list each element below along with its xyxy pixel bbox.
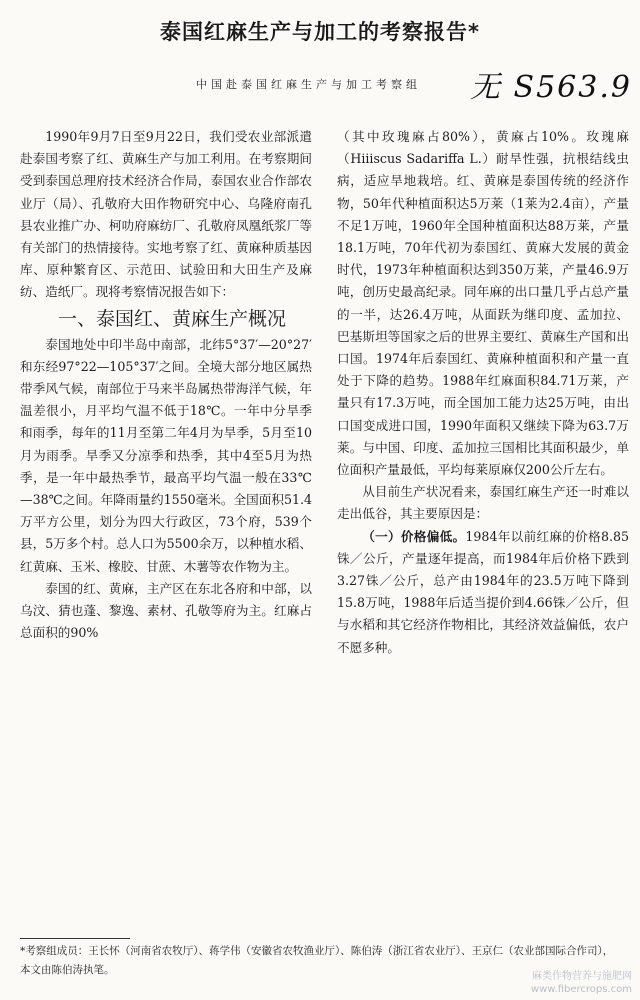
watermark-url: www.fibercrops.com xyxy=(530,984,632,995)
price-text: 1984年以前红麻的价格8.85铢／公斤，产量逐年提高，而1984年后价格下跌到3.27铢／公斤，总产由1984年的23.5万吨下降到15.8万吨，1988年后适当提价到4.66铢／公斤，但与水稻和其它经济作物相比，其经济效益偏低，农户不愿多种。 xyxy=(337,528,630,655)
history-paragraph: （其中玫瑰麻占80%），黄麻占10%。玫瑰麻（Hiiiscus Sadariffa L.）耐旱性强，抗根结线虫病，适应旱地栽培。红、黄麻是泰国传统的经济作物，50年代种植面积达5万莱（1莱为2.4亩），产量不足1万吨，1960年全国种植面积达88万莱，产量18.1万吨，70年代初为泰国红、黄麻大发展的黄金时代，1973年种植面积达到350万莱，产量46.9万吨，创历史最高纪录。同年麻的出口量几乎占总产量的一半，达26.4万吨，从面跃为继印度、孟加拉、巴基斯坦等国家之后的世界主要红、黄麻生产国和出口国。1974年后泰国红、黄麻种植面积和产量一直处于下降的趋势。1988年红麻面积84.71万莱，产量只有17.3万吨，而全国加工能力达25万吨，由出口国变成进口国，1990年面积又继续下降为63.7万莱。与中国、印度、孟加拉三国相比其面积最少，单位面积产量最低，平均每莱原麻仅200公斤左右。 xyxy=(337,129,629,478)
price-subheading: （一）价格偏低。 xyxy=(362,528,466,544)
production-area-paragraph: 泰国的红、黄麻，主产区在东北各府和中部，以乌汶、猜也蓬、黎逸、素材、孔敬等府为主。红麻占总面积的90% xyxy=(20,580,312,641)
footnote-divider xyxy=(20,938,130,939)
geography-paragraph: 泰国地处中印半岛中南部，北纬5°37′—20°27′和东经97°22—105°37′之间。全境大部分地区属热带季风气候，南部位于马来半岛属热带海洋气候，年温差很小，月平均气温不低于18℃。一年中分旱季和雨季，每年的11月至第二年4月为旱季，5月至10月为雨季。旱季又分凉季和热季，其中4至5月为热季，是一年中最热季节，最高平均气温一般在33℃—38℃之间。年降雨量约1550毫米。全国面积51.4万平方公里，划分为四大行政区，73个府，539个县，5万多个村。总人口为5500余万，以种植水稻、红黄麻、玉米、橡胶、甘蔗、木薯等农作物为主。 xyxy=(20,336,312,574)
author-byline: 中国赴泰国红麻生产与加工考察组 xyxy=(196,78,421,91)
site-watermark xyxy=(531,970,632,996)
right-column xyxy=(337,126,629,659)
article-title: 泰国红麻生产与加工的考察报告* xyxy=(160,20,480,44)
section-heading: 一、泰国红、黄麻生产概况 xyxy=(58,307,287,330)
reasons-paragraph: 从目前生产状况看来，泰国红麻生产还一时难以走出低谷，其主要原因是： xyxy=(337,484,629,522)
watermark-name: 麻类作物营养与施肥网 xyxy=(532,971,632,982)
handwritten-call-number: 无 S563.9 xyxy=(470,70,632,105)
footnote: *考察组成员：王长怀（河南省农牧厅）、蒋学伟（安徽省农牧渔业厅）、陈伯涛（浙江省农业厅）、王京仁（农业部国际合作司），本文由陈伯涛执笔。 xyxy=(20,945,614,976)
intro-paragraph: 1990年9月7日至9月22日，我们受农业部派遣赴泰国考察了红、黄麻生产与加工利用。在考察期间受到泰国总理府技术经济合作局，泰国农业合作部农业厅（局）、孔敬府大田作物研究中心、乌隆府南孔县农业推广办、柯叻府麻纺厂、孔敬府凤凰纸浆厂等有关部门的热情接待。实地考察了红、黄麻种质基因库、原种繁育区、示范田、试验田和大田生产及麻纺、造纸厂。现将考察情况报告如下： xyxy=(20,129,312,300)
left-column xyxy=(20,126,312,644)
price-paragraph xyxy=(337,526,629,659)
